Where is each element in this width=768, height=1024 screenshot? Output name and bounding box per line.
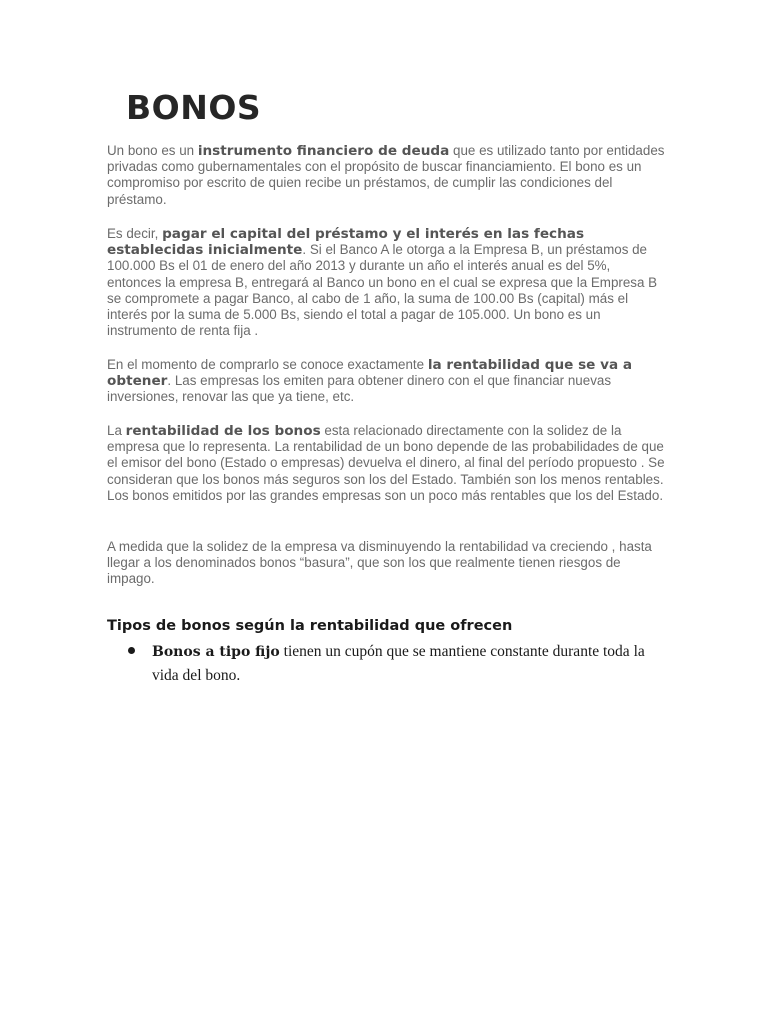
paragraph-text: Un bono es un — [107, 143, 198, 158]
paragraph-text: Es decir, — [107, 226, 163, 241]
section-heading: Tipos de bonos según la rentabilidad que ofrecen — [107, 618, 513, 634]
paragraph-text: esta relacionado directamente con la solidez de la empresa que lo representa. La rentabilidad de un bono depende de las probabilidades de que el emisor del bono (Estado o empresas) devuelva el dinero, al final del período propuesto . Se consideran que los bonos más seguros son los del Estado. También son los menos rentables. Los bonos emitidos por las grandes empresas son un poco más rentables que los del Estado. — [107, 423, 665, 503]
paragraph-text: . Las empresas los emiten para obtener dinero con el que financiar nuevas inversiones, renovar las que ya tiene, etc. — [107, 373, 612, 405]
paragraph-emphasis: pagar el capital del préstamo y el interés en las fechas establecidas inicialmente — [107, 226, 585, 259]
document-title: BONOS — [126, 88, 262, 127]
paragraph-text: La — [107, 423, 126, 438]
paragraph-example — [107, 226, 667, 339]
paragraph-text: En el momento de comprarlo se conoce exactamente — [107, 357, 428, 372]
list-item — [128, 640, 668, 688]
paragraph-solidez — [107, 423, 667, 504]
paragraph-emphasis: rentabilidad de los bonos — [125, 423, 321, 439]
list-item-term: Bonos a tipo fijo — [152, 644, 280, 660]
paragraph-text: . Si el Banco A le otorga a la Empresa B, un préstamos de 100.000 Bs el 01 de enero del año 2013 y durante un año el interés anual es del 5%, entonces la empresa B, entregará al Banco un bono en el cual se expresa que la Empresa B se compromete a pagar Banco, al cabo de 1 año, la suma de 100.00 Bs (capital) más el interés por la suma de 5.000 Bs, siendo el total a pagar de 105.000. Un bono es un instrumento de renta fija . — [107, 242, 658, 339]
paragraph-rentabilidad — [107, 357, 667, 406]
paragraph-riesgo — [107, 539, 667, 588]
bullet-icon — [128, 647, 135, 654]
paragraph-text: que es utilizado tanto por entidades privadas como gubernamentales con el propósito de buscar financiamiento. El bono es un compromiso por escrito de quien recibe un préstamos, de cumplir las condiciones del préstamo. — [107, 143, 665, 207]
paragraph-text: A medida que la solidez de la empresa va disminuyendo la rentabilidad va creciendo , hasta llegar a los denominados bonos “basura”, que son los que realmente tienen riesgos de impago. — [107, 539, 652, 587]
paragraph-definition — [107, 143, 667, 208]
paragraph-emphasis: instrumento financiero de deuda — [197, 143, 450, 159]
bond-types-list — [128, 640, 668, 688]
paragraph-emphasis: la rentabilidad que se va a obtener — [107, 357, 633, 390]
list-item-text: tienen un cupón que se mantiene constante durante toda la vida del bono. — [152, 643, 645, 684]
